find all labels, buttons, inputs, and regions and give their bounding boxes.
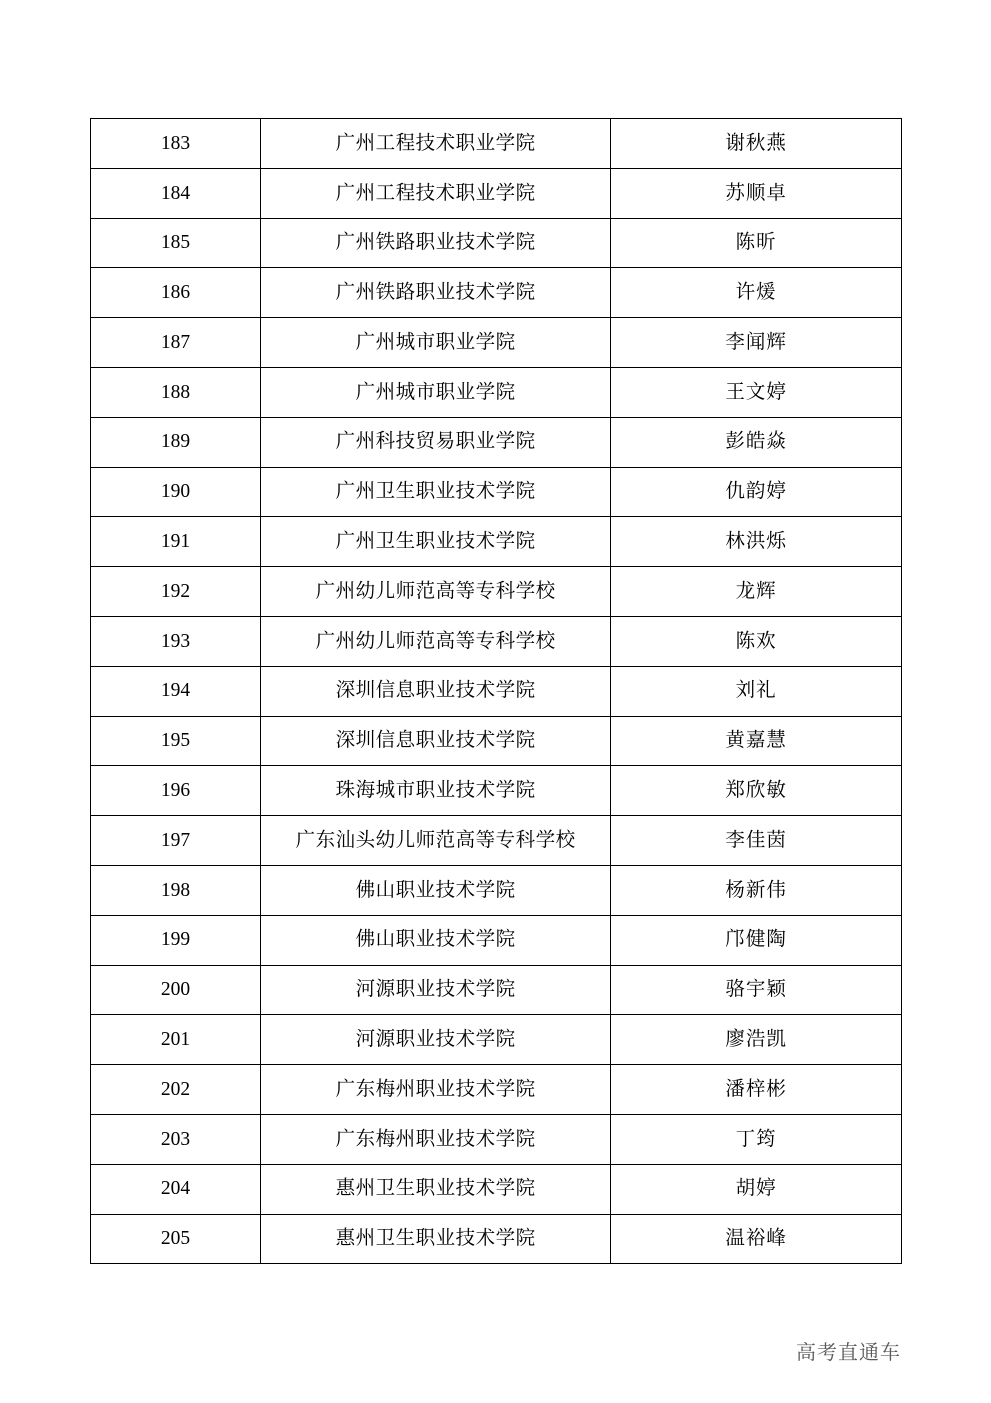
row-name: 胡婷 [611,1164,902,1214]
row-name: 丁筠 [611,1114,902,1164]
row-index: 194 [91,666,261,716]
row-name: 温裕峰 [611,1214,902,1264]
row-school: 河源职业技术学院 [261,1015,611,1065]
table-row [91,716,902,766]
row-index: 188 [91,367,261,417]
row-school: 珠海城市职业技术学院 [261,766,611,816]
row-name: 黄嘉慧 [611,716,902,766]
row-school: 惠州卫生职业技术学院 [261,1164,611,1214]
roster-table-container [90,118,902,1264]
table-row [91,915,902,965]
table-row [91,1214,902,1264]
row-index: 184 [91,168,261,218]
row-name: 邝健陶 [611,915,902,965]
row-index: 202 [91,1065,261,1115]
row-name: 谢秋燕 [611,119,902,169]
roster-table-body [91,119,902,1264]
row-school: 广州工程技术职业学院 [261,168,611,218]
row-index: 195 [91,716,261,766]
table-row [91,367,902,417]
row-name: 郑欣敏 [611,766,902,816]
watermark-text: 高考直通车 [796,1342,901,1364]
table-row [91,666,902,716]
row-school: 佛山职业技术学院 [261,915,611,965]
row-name: 骆宇颖 [611,965,902,1015]
row-school: 广州幼儿师范高等专科学校 [261,567,611,617]
row-school: 广州城市职业学院 [261,367,611,417]
row-name: 刘礼 [611,666,902,716]
row-index: 185 [91,218,261,268]
row-school: 河源职业技术学院 [261,965,611,1015]
table-row [91,318,902,368]
table-row [91,467,902,517]
row-index: 192 [91,567,261,617]
table-row [91,567,902,617]
row-index: 204 [91,1164,261,1214]
roster-table [90,118,902,1264]
row-name: 林洪烁 [611,517,902,567]
row-name: 杨新伟 [611,865,902,915]
table-row [91,417,902,467]
row-index: 199 [91,915,261,965]
table-row [91,1114,902,1164]
row-name: 许煖 [611,268,902,318]
table-row [91,168,902,218]
row-index: 197 [91,816,261,866]
table-row [91,865,902,915]
row-school: 广州铁路职业技术学院 [261,218,611,268]
row-school: 广州科技贸易职业学院 [261,417,611,467]
row-school: 广州卫生职业技术学院 [261,517,611,567]
row-school: 广州幼儿师范高等专科学校 [261,616,611,666]
table-row [91,268,902,318]
row-index: 183 [91,119,261,169]
row-name: 彭皓焱 [611,417,902,467]
row-index: 193 [91,616,261,666]
row-school: 广州城市职业学院 [261,318,611,368]
table-row [91,1065,902,1115]
table-row [91,1015,902,1065]
row-index: 186 [91,268,261,318]
row-school: 深圳信息职业技术学院 [261,716,611,766]
table-row [91,766,902,816]
row-school: 广东梅州职业技术学院 [261,1065,611,1115]
row-name: 陈欢 [611,616,902,666]
row-school: 广州工程技术职业学院 [261,119,611,169]
table-row [91,816,902,866]
table-row [91,1164,902,1214]
row-school: 广东汕头幼儿师范高等专科学校 [261,816,611,866]
row-index: 198 [91,865,261,915]
row-index: 190 [91,467,261,517]
row-index: 205 [91,1214,261,1264]
row-name: 龙辉 [611,567,902,617]
row-name: 李闻辉 [611,318,902,368]
row-index: 203 [91,1114,261,1164]
row-school: 广东梅州职业技术学院 [261,1114,611,1164]
row-index: 201 [91,1015,261,1065]
table-row [91,218,902,268]
row-name: 廖浩凯 [611,1015,902,1065]
row-name: 仇韵婷 [611,467,902,517]
row-school: 广州铁路职业技术学院 [261,268,611,318]
row-index: 191 [91,517,261,567]
row-index: 189 [91,417,261,467]
row-name: 潘梓彬 [611,1065,902,1115]
table-row [91,965,902,1015]
table-row [91,119,902,169]
row-index: 200 [91,965,261,1015]
row-school: 深圳信息职业技术学院 [261,666,611,716]
row-index: 187 [91,318,261,368]
row-school: 广州卫生职业技术学院 [261,467,611,517]
table-row [91,616,902,666]
table-row [91,517,902,567]
row-name: 陈昕 [611,218,902,268]
row-index: 196 [91,766,261,816]
row-name: 李佳茵 [611,816,902,866]
row-school: 惠州卫生职业技术学院 [261,1214,611,1264]
row-name: 苏顺卓 [611,168,902,218]
row-school: 佛山职业技术学院 [261,865,611,915]
row-name: 王文婷 [611,367,902,417]
